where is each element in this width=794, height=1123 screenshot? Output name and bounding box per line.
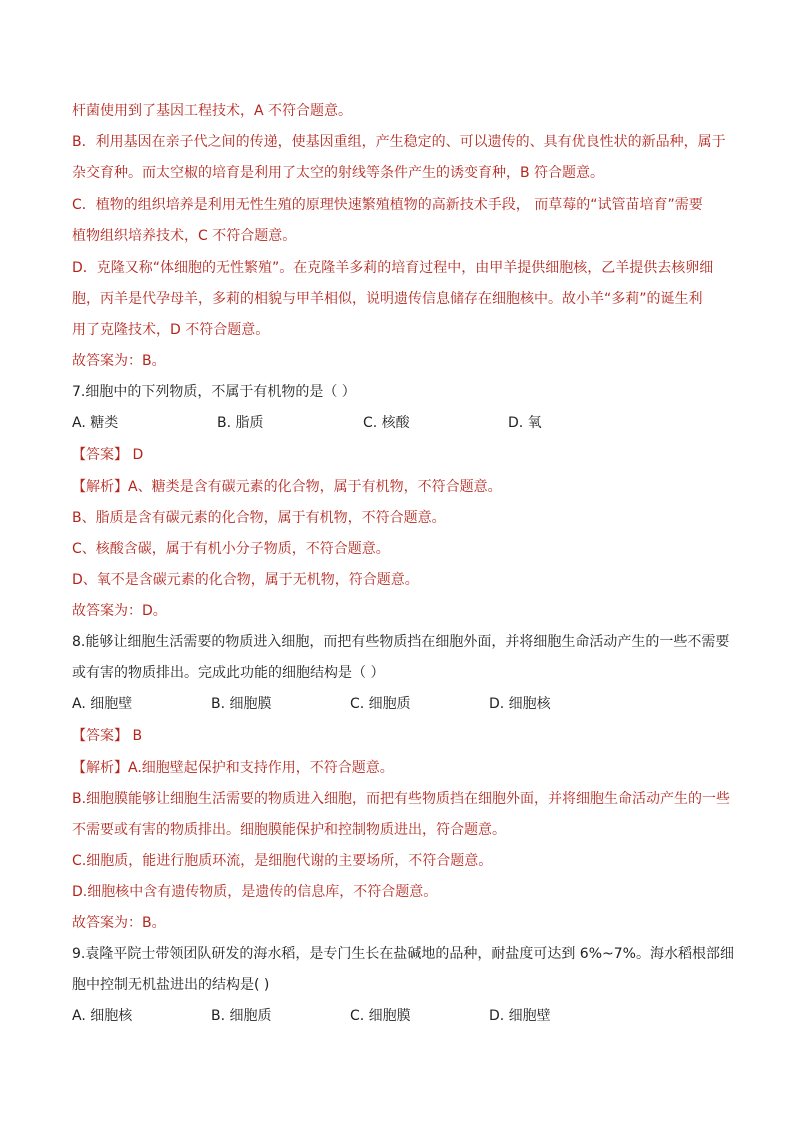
question-9-stem: 9.袁隆平院士带领团队研发的海水稻，是专门生长在盐碱地的品种，耐盐度可达到 6%~7%。海水稻根部细: [72, 946, 734, 962]
text-line: D．克隆又称“体细胞的无性繁殖”。在克隆羊多莉的培育过程中，由甲羊提供细胞核，乙羊提供去核卵细: [72, 260, 714, 276]
option-a: A. 细胞核: [72, 1008, 133, 1024]
question-8-stem: 8.能够让细胞生活需要的物质进入细胞，而把有些物质挡在细胞外面，并将细胞生命活动产生的一些不需要: [72, 634, 730, 650]
text-line: B．利用基因在亲子代之间的传递，使基因重组，产生稳定的、可以遗传的、具有优良性状的新品种，属于: [72, 134, 726, 150]
question-9-options: [72, 1006, 732, 1026]
text-line: 杂交育种。而太空椒的培育是利用了太空的射线等条件产生的诱变育种，B 符合题意。: [72, 165, 605, 181]
text-line: 杆菌使用到了基因工程技术，A 不符合题意。: [72, 103, 353, 119]
text-line: B.细胞膜能够让细胞生活需要的物质进入细胞，而把有些物质挡在细胞外面，并将细胞生命活动产生的一些: [72, 791, 731, 807]
question-8-options: [72, 694, 732, 714]
text-line: 植物组织培养技术，C 不符合题意。: [72, 228, 297, 244]
answer-label: 【答案】 B: [72, 728, 143, 744]
text-line: 用了克隆技术，D 不符合题意。: [72, 322, 270, 338]
text-line: D.细胞核中含有遗传物质，是遗传的信息库，不符合题意。: [72, 884, 438, 900]
option-d: D. 细胞壁: [489, 1008, 551, 1024]
text-line: 故答案为：D。: [72, 603, 167, 619]
option-d: D. 细胞核: [489, 696, 551, 712]
option-d: D. 氧: [508, 415, 542, 431]
option-c: C. 核酸: [363, 415, 410, 431]
question-9-stem-cont: 胞中控制无机盐进出的结构是( ): [72, 977, 270, 993]
answer-label: 【答案】 D: [72, 447, 144, 463]
text-line: 故答案为：B。: [72, 915, 166, 931]
text-line: B、脂质是含有碳元素的化合物，属于有机物，不符合题意。: [72, 510, 446, 526]
text-line: 不需要或有害的物质排出。细胞膜能保护和控制物质进出，符合题意。: [72, 822, 506, 838]
option-b: B. 细胞膜: [211, 696, 272, 712]
text-line: C．植物的组织培养是利用无性生殖的原理快速繁殖植物的高新技术手段， 而草莓的“试管苗培育”需要: [72, 197, 703, 213]
text-line: 【解析】A.细胞壁起保护和支持作用，不符合题意。: [72, 760, 394, 776]
text-line: D、氧不是含碳元素的化合物，属于无机物，符合题意。: [72, 572, 419, 588]
option-a: A. 糖类: [72, 415, 119, 431]
option-c: C. 细胞质: [350, 696, 411, 712]
option-a: A. 细胞壁: [72, 696, 133, 712]
question-7-options: [72, 413, 732, 433]
text-line: 胞，丙羊是代孕母羊，多莉的相貌与甲羊相似，说明遗传信息储存在细胞核中。故小羊“多莉”的诞生利: [72, 291, 703, 307]
option-b: B. 脂质: [217, 415, 264, 431]
question-8-stem-cont: 或有害的物质排出。完成此功能的细胞结构是（ ）: [72, 665, 385, 681]
question-7-stem: 7.细胞中的下列物质，不属于有机物的是（ ）: [72, 384, 356, 400]
option-c: C. 细胞膜: [350, 1008, 411, 1024]
text-line: C、核酸含碳，属于有机小分子物质，不符合题意。: [72, 541, 390, 557]
text-line: 【解析】A、糖类是含有碳元素的化合物，属于有机物，不符合题意。: [72, 479, 502, 495]
text-line: 故答案为：B。: [72, 353, 166, 369]
option-b: B. 细胞质: [211, 1008, 272, 1024]
text-line: C.细胞质，能进行胞质环流，是细胞代谢的主要场所，不符合题意。: [72, 853, 493, 869]
